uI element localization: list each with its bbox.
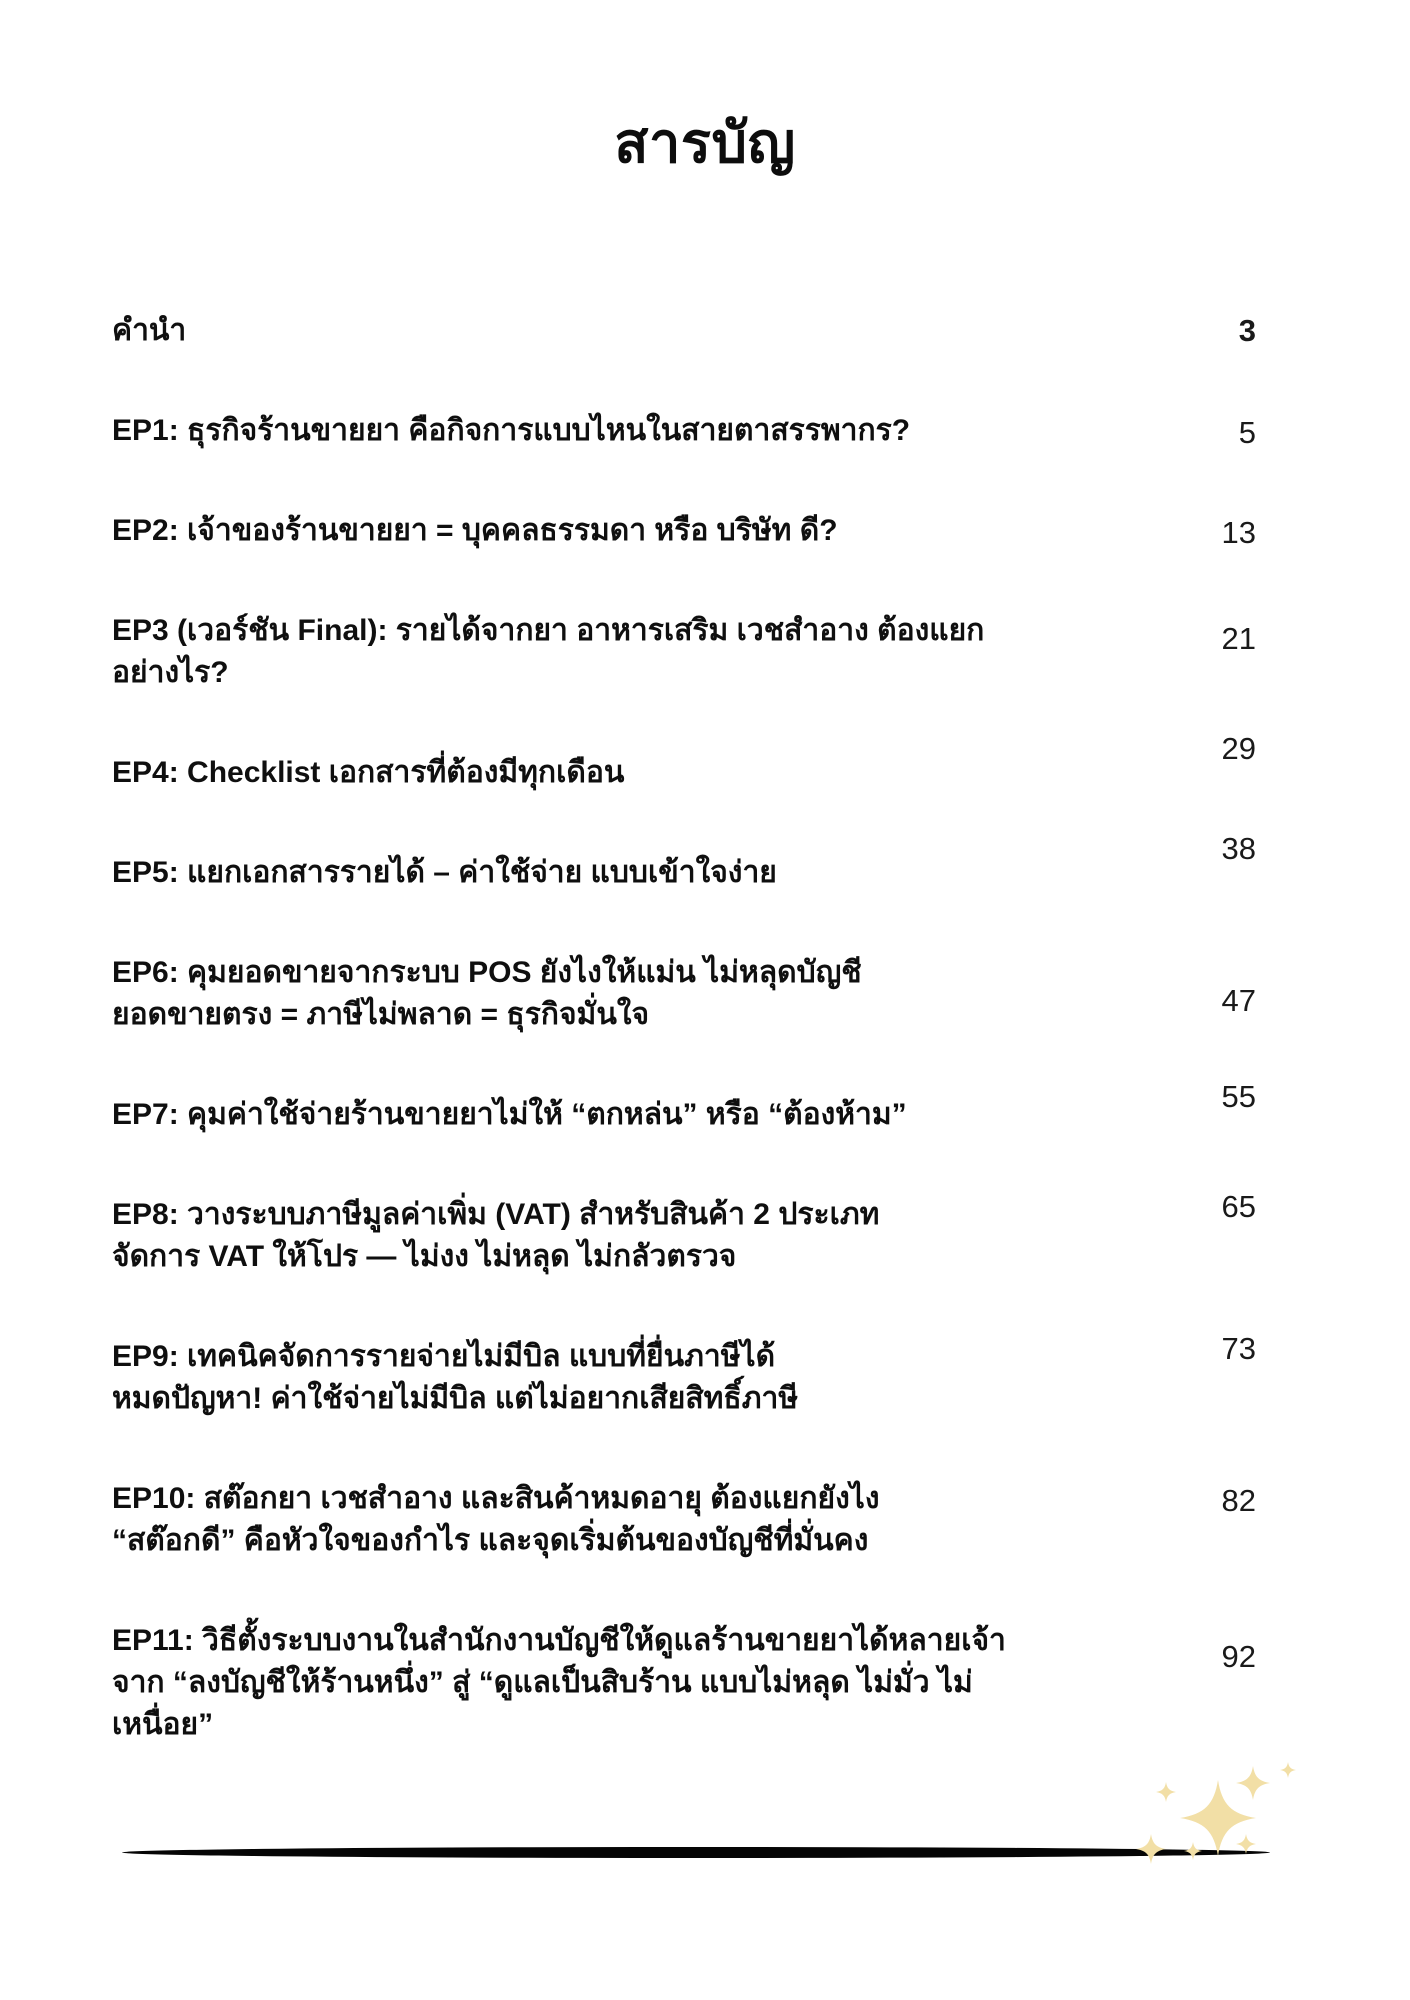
toc-entry: [112, 1478, 1288, 1562]
toc-entry-line: EP10: สต๊อกยา เวชสำอาง และสินค้าหมดอายุ ต้องแยกยังไง: [112, 1482, 880, 1515]
toc-entry: [112, 731, 1288, 794]
toc-entry-title: [112, 1478, 1172, 1562]
toc-entry-page: 92: [1221, 1639, 1256, 1674]
toc-entry-line: EP9: เทคนิคจัดการรายจ่ายไม่มีบิล แบบที่ยื่นภาษีได้: [112, 1340, 776, 1373]
toc-entry-line: EP3 (เวอร์ชัน Final): รายได้จากยา อาหารเสริม เวชสำอาง ต้องแยก: [112, 614, 985, 647]
toc-entry-page: 47: [1221, 983, 1256, 1018]
sparkles-icon: [1128, 1762, 1308, 1874]
toc-entry-line: อย่างไร?: [112, 656, 229, 689]
toc-entry: [112, 510, 1288, 552]
toc-entry: [112, 610, 1288, 694]
toc-entry-line: EP4: Checklist เอกสารที่ต้องมีทุกเดือน: [112, 756, 625, 789]
toc-entry-page: 13: [1221, 515, 1256, 550]
toc-entry-title: [112, 752, 1172, 794]
toc-list: [112, 310, 1288, 1804]
toc-entry-line: “สต๊อกดี” คือหัวใจของกำไร และจุดเริ่มต้นของบัญชีที่มั่นคง: [112, 1524, 869, 1557]
toc-entry: [112, 1620, 1288, 1746]
toc-entry: [112, 1079, 1288, 1136]
toc-entry-page: 38: [1221, 831, 1256, 866]
toc-entry-line: ยอดขายตรง = ภาษีไม่พลาด = ธุรกิจมั่นใจ: [112, 998, 650, 1031]
toc-entry-page: 65: [1221, 1189, 1256, 1224]
toc-entry-page: 5: [1238, 415, 1256, 450]
toc-entry-line: หมดปัญหา! ค่าใช้จ่ายไม่มีบิล แต่ไม่อยากเสียสิทธิ์ภาษี: [112, 1382, 799, 1415]
toc-entry-title: [112, 1620, 1172, 1746]
toc-entry-page: 29: [1221, 731, 1256, 766]
toc-entry: [112, 1331, 1288, 1420]
toc-entry-line: EP1: ธุรกิจร้านขายยา คือกิจการแบบไหนในสายตาสรรพากร?: [112, 414, 911, 447]
toc-entry-page: 73: [1221, 1331, 1256, 1366]
toc-entry-line: EP5: แยกเอกสารรายได้ – ค่าใช้จ่าย แบบเข้าใจง่าย: [112, 856, 777, 889]
toc-entry-title: [112, 1094, 1172, 1136]
toc-entry-title: [112, 610, 1172, 694]
toc-entry-title: [112, 1336, 1172, 1420]
toc-entry-title: [112, 952, 1172, 1036]
toc-entry-page: 21: [1221, 621, 1256, 656]
toc-entry-title: [112, 310, 1172, 352]
toc-entry-title: [112, 1194, 1172, 1278]
toc-entry-line: EP6: คุมยอดขายจากระบบ POS ยังไงให้แม่น ไม่หลุดบัญชี: [112, 956, 862, 989]
toc-entry: [112, 952, 1288, 1036]
toc-entry-line: EP7: คุมค่าใช้จ่ายร้านขายยาไม่ให้ “ตกหล่น” หรือ “ต้องห้าม”: [112, 1098, 907, 1131]
toc-entry-page: 82: [1221, 1483, 1256, 1518]
toc-entry-title: [112, 510, 1172, 552]
toc-entry-line: คำนำ: [112, 314, 187, 347]
sparkle-shapes: [1136, 1762, 1296, 1864]
toc-entry-line: เหนื่อย”: [112, 1708, 214, 1741]
toc-entry-line: EP8: วางระบบภาษีมูลค่าเพิ่ม (VAT) สำหรับสินค้า 2 ประเภท: [112, 1198, 880, 1231]
toc-entry-line: EP2: เจ้าของร้านขายยา = บุคคลธรรมดา หรือ บริษัท ดี?: [112, 514, 838, 547]
toc-entry-line: จาก “ลงบัญชีให้ร้านหนึ่ง” สู่ “ดูแลเป็นสิบร้าน แบบไม่หลุด ไม่มั่ว ไม่: [112, 1666, 973, 1699]
toc-entry-line: จัดการ VAT ให้โปร — ไม่งง ไม่หลุด ไม่กลัวตรวจ: [112, 1240, 737, 1273]
toc-entry-page: 3: [1238, 313, 1256, 348]
toc-entry-title: [112, 410, 1172, 452]
toc-entry: [112, 1189, 1288, 1278]
page-title: สารบัญ: [614, 111, 796, 174]
bottom-divider: [122, 1847, 1270, 1858]
toc-entry: [112, 831, 1288, 894]
toc-entry-title: [112, 852, 1172, 894]
toc-entry-line: EP11: วิธีตั้งระบบงานในสำนักงานบัญชีให้ดูแลร้านขายยาได้หลายเจ้า: [112, 1624, 1006, 1657]
toc-entry-page: 55: [1221, 1079, 1256, 1114]
toc-entry: [112, 410, 1288, 452]
toc-entry: [112, 310, 1288, 352]
